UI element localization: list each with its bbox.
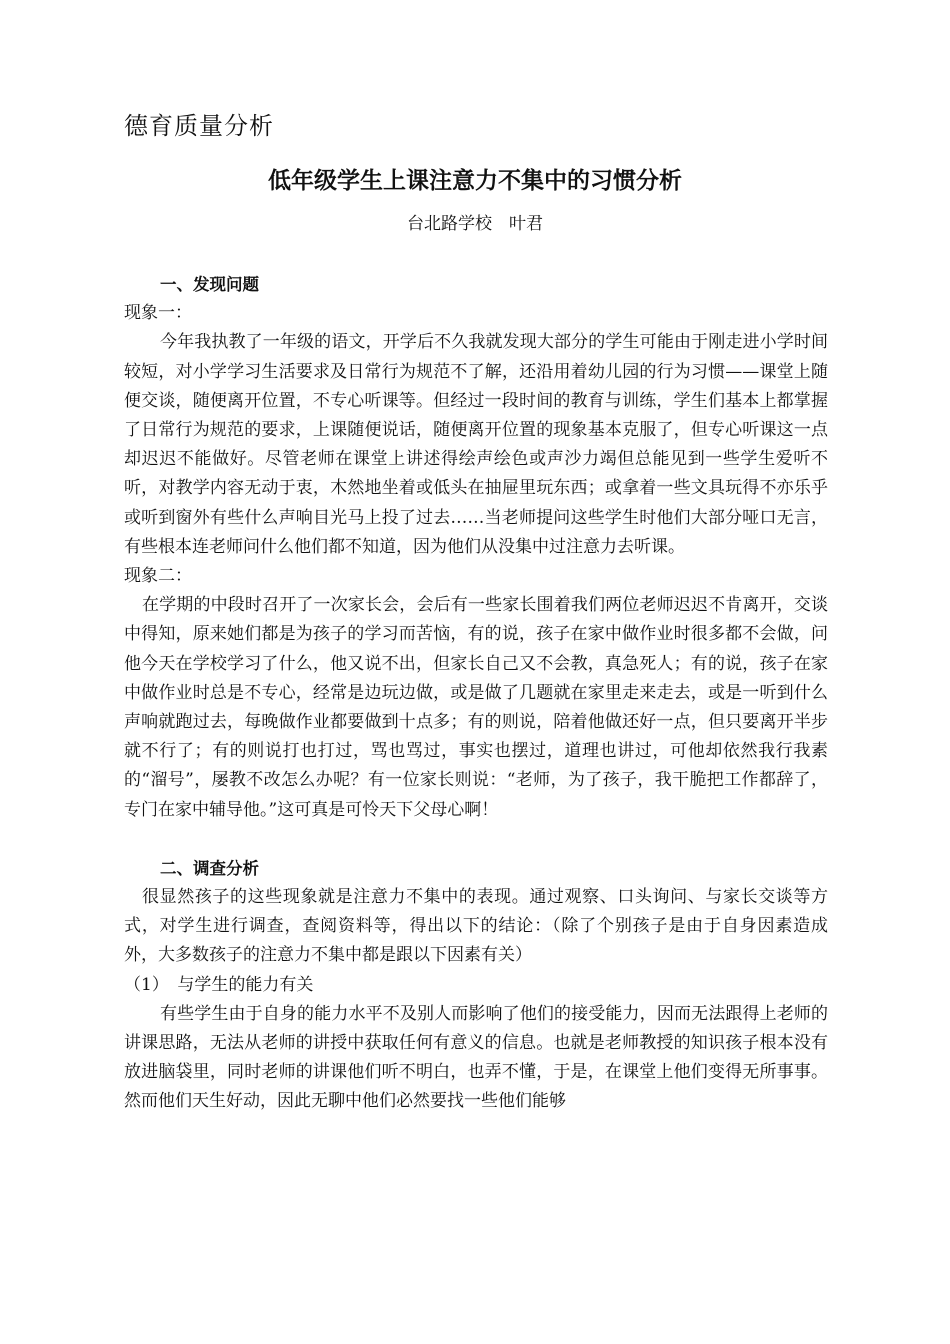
section-heading-discover-problem: 一、发现问题 bbox=[160, 275, 259, 294]
phenomenon-one-paragraph: 今年我执教了一年级的语文，开学后不久我就发现大部分的学生可能由于刚走进小学时间较短，对小学学习生活要求及日常行为规范不了解，还沿用着幼儿园的行为习惯——课堂上随便交谈，随便离开位置，不专心听课等。但经过一段时间的教育与训练，学生们基本上都掌握了日常行为规范的要求，上课随便说话，随便离开位置的现象基本克服了，但专心听课这一点却迟迟不能做好。尽管老师在课堂上讲述得绘声绘色或声沙力竭但总能见到一些学生爱听不听，对教学内容无动于衷，木然地坐着或低头在抽屉里玩东西；或拿着一些文具玩得不亦乐乎或听到窗外有些什么声响目光马上投了过去……当老师提问这些学生时他们大部分哑口无言，有些根本连老师问什么他们都不知道，因为他们从没集中过注意力去听课。 bbox=[124, 332, 828, 557]
subsection-ability-paragraph: 有些学生由于自身的能力水平不及别人而影响了他们的接受能力，因而无法跟得上老师的讲课思路，无法从老师的讲授中获取任何有意义的信息。也就是老师教授的知识孩子根本没有放进脑袋里，同时老师的讲课他们听不明白，也弄不懂，于是，在课堂上他们变得无所事事。然而他们天生好动，因此无聊中他们必然要找一些他们能够 bbox=[124, 1003, 828, 1112]
subsection-ability-label: （1） 与学生的能力有关 bbox=[124, 974, 314, 995]
article-author: 台北路学校 叶君 bbox=[407, 214, 543, 234]
section-heading-survey-analysis: 二、调查分析 bbox=[160, 858, 259, 878]
article-body bbox=[124, 270, 828, 1117]
phenomenon-two-paragraph: 在学期的中段时召开了一次家长会，会后有一些家长围着我们两位老师迟迟不肯离开，交谈中得知，原来她们都是为孩子的学习而苦恼，有的说，孩子在家中做作业时很多都不会做，问他今天在学校学习了什么，他又说不出，但家长自己又不会教，真急死人；有的说，孩子在家中做作业时总是不专心，经常是边玩边做，或是做了几题就在家里走来走去，或是一听到什么声响就跑过去，每晚做作业都要做到十点多；有的则说，陪着他做还好一点，但只要离开半步就不行了；有的则说打也打过，骂也骂过，事实也摆过，道理也讲过，可他却依然我行我素的“溜号”，屡教不改怎么办呢？有一位家长则说：“老师，为了孩子，我干脆把工作都辞了，专门在家中辅导他。”这可真是可怜天下父母心啊！ bbox=[124, 595, 828, 820]
section-spacer bbox=[124, 825, 828, 854]
article-title: 低年级学生上课注意力不集中的习惯分析 bbox=[268, 168, 682, 194]
survey-intro-paragraph: 很显然孩子的这些现象就是注意力不集中的表现。通过观察、口头询问、与家长交谈等方式，对学生进行调查，查阅资料等，得出以下的结论：（除了个别孩子是由于自身因素造成外，大多数孩子的注意力不集中都是跟以下因素有关） bbox=[124, 887, 828, 966]
phenomenon-one-label: 现象一： bbox=[124, 303, 192, 324]
phenomenon-two-label: 现象二： bbox=[124, 566, 192, 587]
document-category-label: 德育质量分析 bbox=[124, 112, 274, 140]
